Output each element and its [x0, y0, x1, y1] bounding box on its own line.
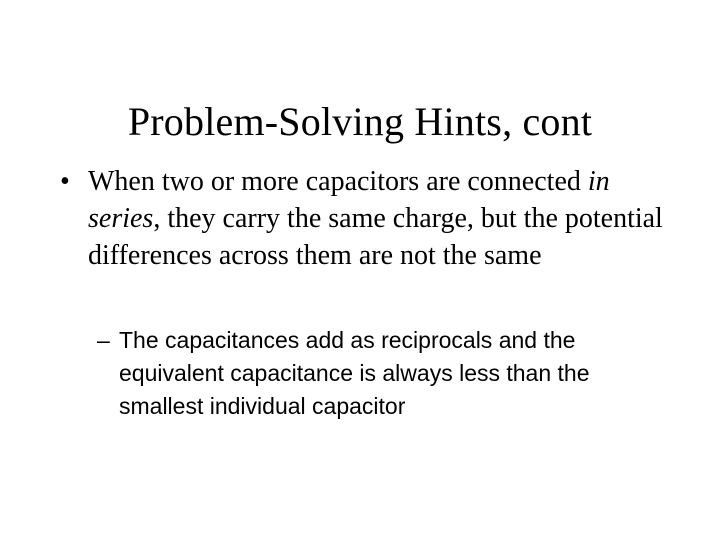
main-bullet-text-part-1: When two or more capacitors are connected [88, 166, 588, 197]
main-bullet-text-part-2: , they carry the same charge, but the potential differences across them are not the same [88, 203, 663, 271]
bullet-marker: • [60, 166, 70, 197]
sub-bullet-marker: – [97, 327, 110, 353]
main-bullet [60, 163, 700, 274]
main-bullet-text [88, 163, 678, 274]
main-bullet-italic-text: in series [88, 166, 610, 234]
sub-bullet [97, 324, 657, 423]
sub-bullet-text: The capacitances add as reciprocals and the equivalent capacitance is always less than the smallest individual capacitor [119, 327, 590, 419]
slide-title: Problem-Solving Hints, cont [127, 99, 593, 144]
